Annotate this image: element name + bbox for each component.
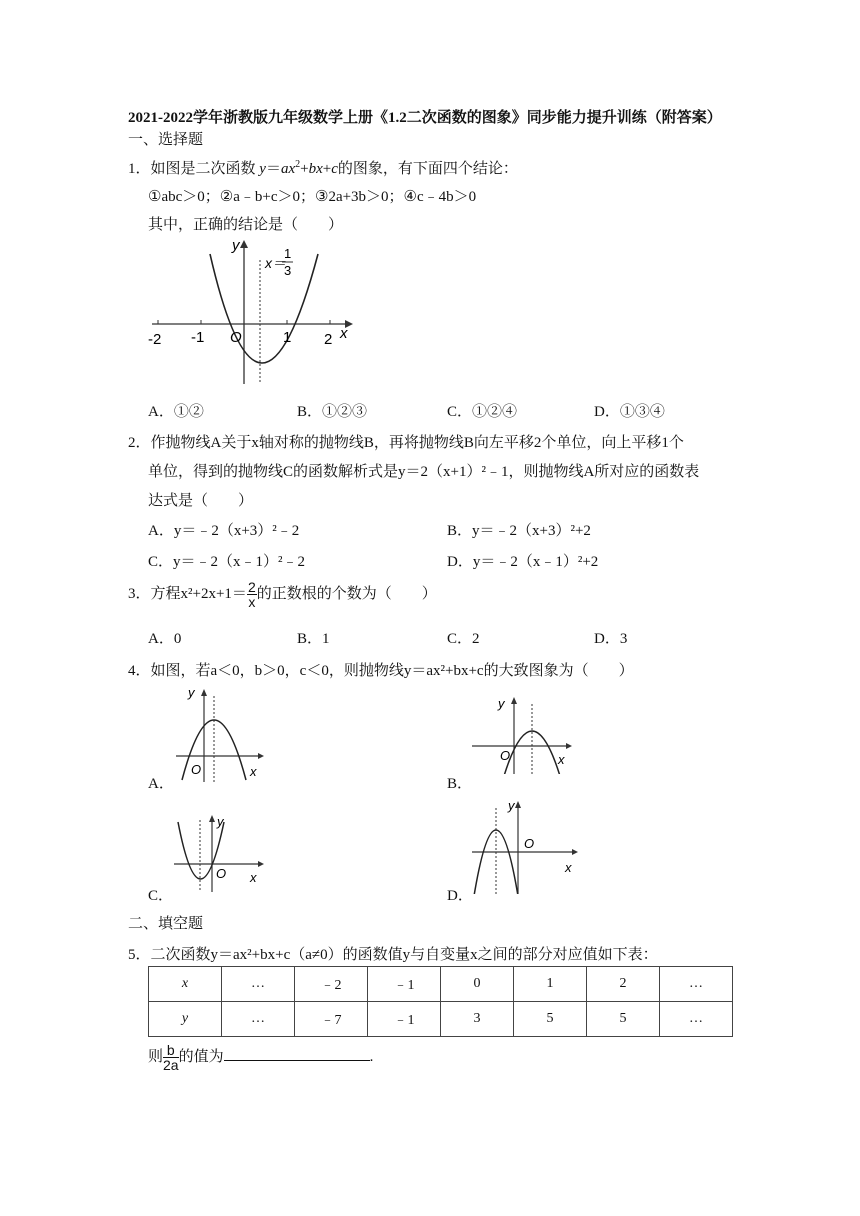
q3-frac-num: 2 xyxy=(247,579,256,595)
q1-stem-a: 如图是二次函数 xyxy=(150,161,256,177)
q1-tick-2: 2 xyxy=(324,331,333,348)
q4-option-d[interactable]: D． xyxy=(447,888,473,904)
q5-end: . xyxy=(369,1048,374,1065)
q2-option-b[interactable]: B．y＝﹣2（x+3）²+2 xyxy=(447,523,591,539)
q2-line3: 达式是（ ） xyxy=(148,493,254,509)
q1-stem: 1．如图是二次函数 $y=ax^2+bx+c$的图象，有下面四个结论： xyxy=(128,159,518,177)
q1-x-label: x xyxy=(340,325,348,342)
q4-d-x-label: x xyxy=(565,860,572,875)
q4-stem xyxy=(128,659,634,680)
q4-c-y-label: y xyxy=(217,814,224,829)
table-cell: 3 xyxy=(441,1002,514,1037)
q1-which: 其中，正确的结论是（ ） xyxy=(148,217,344,233)
q3-stem-a: 方程x²+2x+1＝ xyxy=(150,585,247,602)
q1-option-b[interactable]: B．①②③ xyxy=(297,404,368,420)
q1-sym-label: x＝ xyxy=(265,255,286,271)
q5-frac-den: 2a xyxy=(163,1057,179,1073)
q3-option-c[interactable]: C．2 xyxy=(447,631,480,647)
q1-sym-num: 1 xyxy=(284,246,292,261)
table-cell: 5 xyxy=(514,1002,587,1037)
q5-stem-text: 二次函数y＝ax²+bx+c（a≠0）的函数值y与自变量x之间的部分对应值如下表： xyxy=(150,947,658,963)
q4-graph-a xyxy=(172,684,272,784)
q4-option-c[interactable]: C． xyxy=(148,888,174,904)
table-cell: ﹣1 xyxy=(368,967,441,1002)
q1-y-arrow xyxy=(240,240,248,248)
q1-tick-neg1: -1 xyxy=(191,329,205,346)
section-heading-choice: 一、选择题 xyxy=(128,132,204,148)
q5-number: 5． xyxy=(128,947,151,963)
q5-answer-line xyxy=(148,1043,373,1072)
q3-number: 3． xyxy=(128,585,151,602)
table-cell: 0 xyxy=(441,967,514,1002)
table-cell: … xyxy=(660,967,733,1002)
table-row xyxy=(149,1002,733,1037)
table-cell: 2 xyxy=(587,967,660,1002)
q1-number: 1． xyxy=(128,161,151,177)
q1-parabola-graph xyxy=(140,232,360,392)
q3-fraction xyxy=(247,580,257,609)
q3-option-a[interactable]: A．0 xyxy=(148,631,182,647)
q1-y-label: y xyxy=(232,237,240,254)
q2-line1-text: 作抛物线A关于x轴对称的抛物线B，再将抛物线B向左平移2个单位，向上平移1个 xyxy=(150,435,684,451)
q2-number: 2． xyxy=(128,435,151,451)
q5-answer-prefix: 则 xyxy=(148,1048,164,1065)
q1-sym-den: 3 xyxy=(284,263,292,278)
table-cell: 1 xyxy=(514,967,587,1002)
q4-graph-b xyxy=(470,694,580,774)
q2-option-d[interactable]: D．y＝﹣2（x﹣1）²+2 xyxy=(447,554,599,570)
q1-option-c[interactable]: C．①②④ xyxy=(447,404,518,420)
q4-graph-c xyxy=(172,812,272,892)
q3-option-d[interactable]: D．3 xyxy=(594,631,628,647)
q4-stem-text: 如图，若a＜0，b＞0，c＜0，则抛物线y＝ax²+bx+c的大致图象为（ ） xyxy=(150,663,634,679)
q4-a-y-label: y xyxy=(188,685,195,700)
q4-b-x-label: x xyxy=(558,752,565,767)
q4-option-b[interactable]: B． xyxy=(447,776,473,792)
q1-stem-b: 的图象，有下面四个结论： xyxy=(337,161,518,177)
q4-number: 4． xyxy=(128,663,151,679)
q4-d-y-label: y xyxy=(508,798,515,813)
q2-option-a[interactable]: A．y＝﹣2（x+3）²﹣2 xyxy=(148,523,300,539)
q2-option-c[interactable]: C．y＝﹣2（x﹣1）²﹣2 xyxy=(148,554,306,570)
q2-line1 xyxy=(128,431,684,452)
q4-b-origin: O xyxy=(500,748,511,763)
q5-answer-suffix: 的值为 xyxy=(178,1048,224,1065)
q1-conclusions-text: abc＞0；②a﹣b+c＞0；③2a+3b＞0；④c﹣4b＞0 xyxy=(161,189,477,205)
q4-a-origin: O xyxy=(191,762,202,777)
q5-fraction xyxy=(163,1043,179,1072)
table-cell: y xyxy=(149,1002,222,1037)
q5-stem xyxy=(128,943,658,964)
q4-a-x-label: x xyxy=(250,764,257,779)
q1-tick-neg2: -2 xyxy=(148,331,162,348)
q1-conclusions-mark: ① xyxy=(148,189,162,205)
q3-option-b[interactable]: B．1 xyxy=(297,631,330,647)
q1-parabola-curve xyxy=(210,254,318,363)
q5-value-table xyxy=(148,966,733,1037)
q3-stem xyxy=(128,580,437,609)
q4-d-origin: O xyxy=(524,836,535,851)
table-cell: ﹣1 xyxy=(368,1002,441,1037)
q1-origin-label: O xyxy=(230,329,242,346)
q1-option-a[interactable]: A．①② xyxy=(148,404,204,420)
table-cell: … xyxy=(660,1002,733,1037)
q4-b-y-label: y xyxy=(498,696,505,711)
document-title: 2021-2022学年浙教版九年级数学上册《1.2二次函数的图象》同步能力提升训练（附答案） xyxy=(128,110,722,126)
table-cell: ﹣7 xyxy=(295,1002,368,1037)
table-row xyxy=(149,967,733,1002)
table-cell: 5 xyxy=(587,1002,660,1037)
q4-c-origin: O xyxy=(216,866,227,881)
table-cell: … xyxy=(222,1002,295,1037)
section-heading-fill: 二、填空题 xyxy=(128,916,204,932)
q3-stem-b: 的正数根的个数为（ ） xyxy=(256,585,437,602)
q4-option-a[interactable]: A． xyxy=(148,776,174,792)
table-cell: … xyxy=(222,967,295,1002)
q1-option-d[interactable]: D．①③④ xyxy=(594,404,665,420)
q1-tick-1: 1 xyxy=(283,329,292,346)
table-cell: ﹣2 xyxy=(295,967,368,1002)
q5-frac-num: b xyxy=(163,1043,179,1058)
q4-c-x-label: x xyxy=(250,870,257,885)
table-cell: x xyxy=(149,967,222,1002)
q3-frac-den: x xyxy=(248,594,256,610)
q4-graph-d xyxy=(470,794,590,894)
q5-answer-blank[interactable] xyxy=(224,1046,370,1061)
q2-line2: 单位，得到的抛物线C的函数解析式是y＝2（x+1）²﹣1，则抛物线A所对应的函数表 xyxy=(148,464,700,480)
q1-conclusions xyxy=(148,185,476,206)
